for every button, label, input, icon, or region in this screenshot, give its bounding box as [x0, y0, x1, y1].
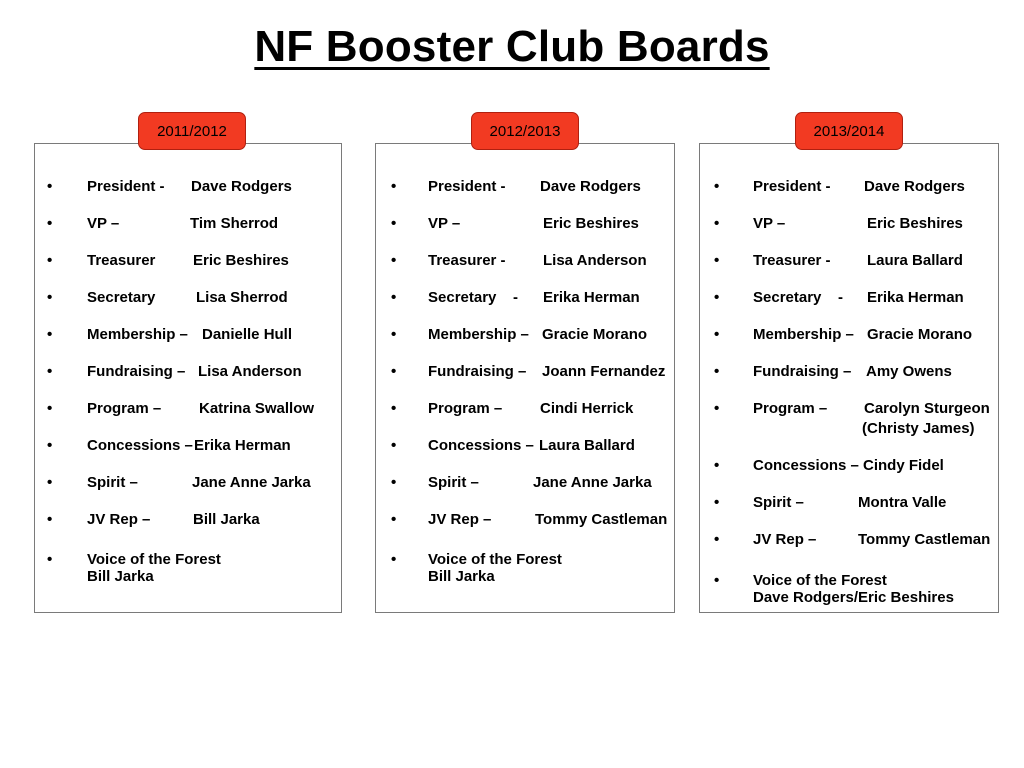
bullet-marker: •: [714, 494, 720, 511]
role-label: JV Rep –: [87, 511, 151, 528]
role-label: Secretary -: [428, 289, 519, 306]
bullet-marker: •: [47, 511, 53, 528]
bullet-marker: •: [391, 178, 397, 195]
role-label: President -: [87, 178, 165, 195]
bullet-marker: •: [714, 457, 720, 474]
role-label: Membership –: [87, 326, 188, 343]
bullet-marker: •: [391, 252, 397, 269]
member-name: Eric Beshires: [867, 215, 963, 232]
bullet-marker: •: [714, 572, 720, 589]
role-label: JV Rep –: [753, 531, 817, 548]
role-label: Spirit –: [87, 474, 138, 491]
page-title: NF Booster Club Boards: [254, 22, 770, 71]
role-label: Membership –: [428, 326, 529, 343]
member-name: Carolyn Sturgeon: [864, 400, 990, 417]
bullet-marker: •: [47, 551, 53, 568]
role-label: Voice of the Forest: [87, 551, 221, 568]
bullet-marker: •: [47, 363, 53, 380]
role-label: Concessions –: [87, 437, 193, 454]
role-label: Spirit –: [428, 474, 479, 491]
role-label: Program –: [87, 400, 162, 417]
member-name-extra: (Christy James): [862, 420, 975, 437]
member-name: Erika Herman: [194, 437, 291, 454]
bullet-marker: •: [391, 551, 397, 568]
role-label: Program –: [753, 400, 828, 417]
bullet-marker: •: [47, 289, 53, 306]
member-name: Bill Jarka: [428, 568, 495, 585]
bullet-marker: •: [391, 215, 397, 232]
role-label: President -: [428, 178, 506, 195]
bullet-marker: •: [47, 326, 53, 343]
bullet-marker: •: [47, 215, 53, 232]
role-label: Fundraising –: [428, 363, 527, 380]
role-label: President -: [753, 178, 831, 195]
bullet-marker: •: [391, 437, 397, 454]
member-name: Amy Owens: [866, 363, 952, 380]
member-name: Jane Anne Jarka: [533, 474, 652, 491]
member-name: Dave Rodgers: [540, 178, 641, 195]
member-name: Erika Herman: [543, 289, 640, 306]
role-label: Program –: [428, 400, 503, 417]
year-badge-2011-2012: 2011/2012: [138, 112, 246, 150]
bullet-marker: •: [714, 531, 720, 548]
role-label: Spirit –: [753, 494, 804, 511]
role-label: Treasurer -: [428, 252, 506, 269]
year-badge-2013-2014: 2013/2014: [795, 112, 903, 150]
member-name: Dave Rodgers: [191, 178, 292, 195]
bullet-marker: •: [391, 363, 397, 380]
member-name: Tommy Castleman: [535, 511, 668, 528]
member-name: Gracie Morano: [542, 326, 648, 343]
member-name: Montra Valle: [858, 494, 947, 511]
member-name: Eric Beshires: [193, 252, 289, 269]
year-badge-2012-2013: 2012/2013: [471, 112, 579, 150]
member-name: Tim Sherrod: [190, 215, 279, 232]
bullet-marker: •: [47, 474, 53, 491]
bullet-marker: •: [714, 400, 720, 417]
member-name: Eric Beshires: [543, 215, 639, 232]
role-label: Concessions –: [753, 457, 859, 474]
bullet-marker: •: [391, 474, 397, 491]
bullet-marker: •: [391, 289, 397, 306]
role-label: Fundraising –: [753, 363, 852, 380]
role-label: Secretary: [87, 289, 156, 306]
role-label: Concessions –: [428, 437, 534, 454]
member-name: Gracie Morano: [867, 326, 973, 343]
bullet-marker: •: [714, 363, 720, 380]
member-name: Cindi Herrick: [540, 400, 634, 417]
member-name: Joann Fernandez: [542, 363, 666, 380]
role-label: JV Rep –: [428, 511, 492, 528]
member-name: Laura Ballard: [867, 252, 963, 269]
member-name: Lisa Anderson: [543, 252, 647, 269]
role-label: Fundraising –: [87, 363, 186, 380]
member-name: Bill Jarka: [87, 568, 154, 585]
role-label: Voice of the Forest: [428, 551, 562, 568]
bullet-marker: •: [47, 437, 53, 454]
bullet-marker: •: [47, 178, 53, 195]
member-name: Tommy Castleman: [858, 531, 991, 548]
member-name: Katrina Swallow: [199, 400, 315, 417]
role-label: Membership –: [753, 326, 854, 343]
member-name: Lisa Anderson: [198, 363, 302, 380]
bullet-marker: •: [714, 252, 720, 269]
bullet-marker: •: [714, 178, 720, 195]
bullet-marker: •: [714, 326, 720, 343]
bullet-marker: •: [391, 400, 397, 417]
member-name: Erika Herman: [867, 289, 964, 306]
role-label: VP –: [753, 215, 786, 232]
member-name: Dave Rodgers/Eric Beshires: [753, 589, 954, 606]
member-name: Bill Jarka: [193, 511, 260, 528]
role-label: Secretary -: [753, 289, 844, 306]
member-name: Lisa Sherrod: [196, 289, 288, 306]
bullet-marker: •: [714, 215, 720, 232]
bullet-marker: •: [391, 511, 397, 528]
role-label: VP –: [87, 215, 120, 232]
role-label: Treasurer: [87, 252, 156, 269]
role-label: Treasurer -: [753, 252, 831, 269]
bullet-marker: •: [47, 400, 53, 417]
member-name: Dave Rodgers: [864, 178, 965, 195]
member-name: Laura Ballard: [539, 437, 635, 454]
role-label: VP –: [428, 215, 461, 232]
member-name: Cindy Fidel: [863, 457, 944, 474]
bullet-marker: •: [47, 252, 53, 269]
member-name: Jane Anne Jarka: [192, 474, 311, 491]
role-label: Voice of the Forest: [753, 572, 887, 589]
bullet-marker: •: [714, 289, 720, 306]
bullet-marker: •: [391, 326, 397, 343]
member-name: Danielle Hull: [202, 326, 293, 343]
